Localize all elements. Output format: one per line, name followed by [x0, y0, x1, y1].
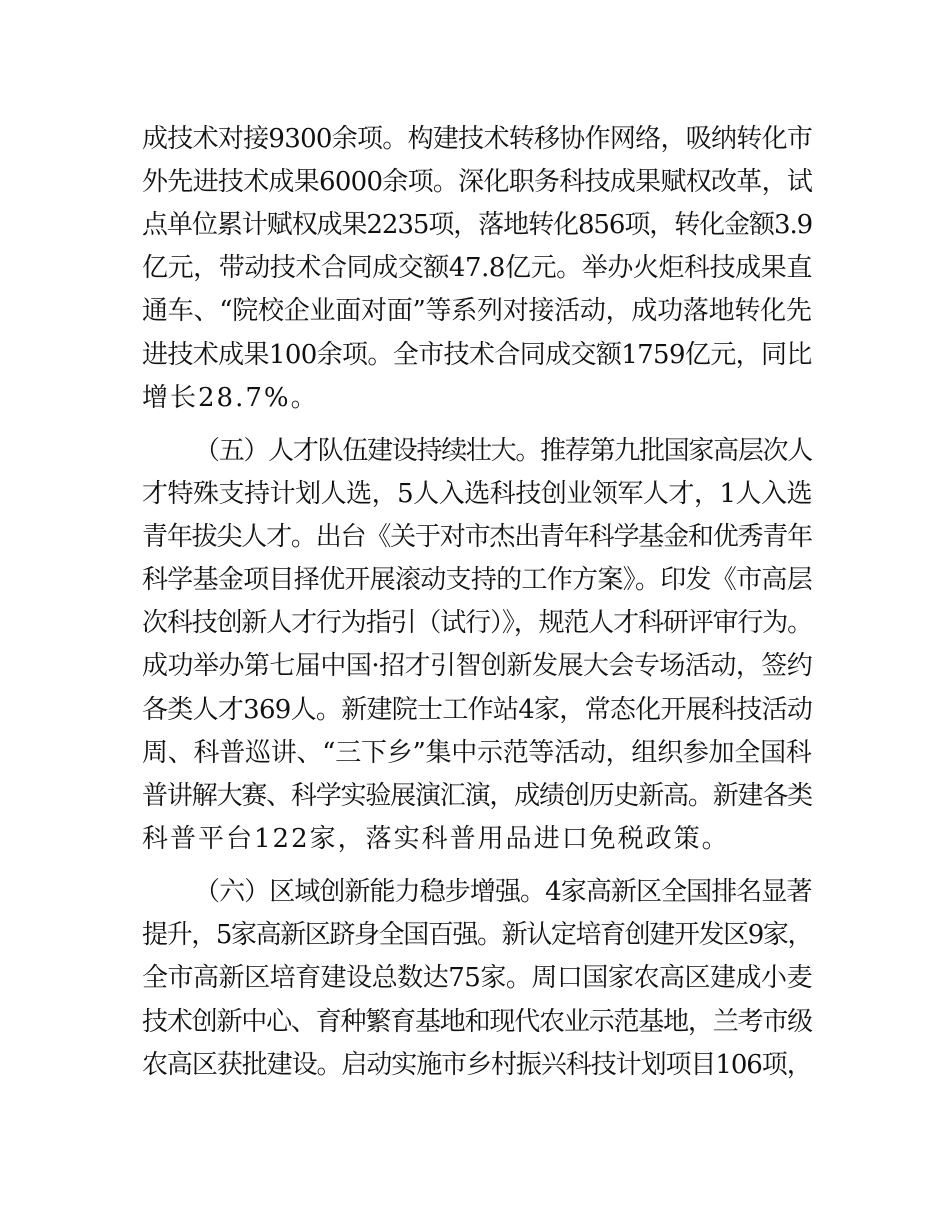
- text-line: 成技术对接9300余项。构建技术转移协作网络，吸纳转化市: [142, 124, 813, 154]
- text-line: 农高区获批建设。启动实施市乡村振兴科技计划项目106项，: [142, 1050, 812, 1080]
- text-line: 外先进技术成果6000余项。深化职务科技成果赋权改革，试: [142, 167, 813, 197]
- text-line: 青年拔尖人才。出台《关于对市杰出青年科学基金和优秀青年: [142, 522, 813, 552]
- text-line: 科普平台122家，落实科普用品进口免税政策。: [142, 824, 730, 854]
- text-line: 通车、“院校企业面对面”等系列对接活动，成功落地转化先: [142, 296, 812, 326]
- text-line: 普讲解大赛、科学实验展演汇演，成绩创历史新高。新建各类: [142, 781, 813, 811]
- text-line: 增长28.7%。: [142, 383, 319, 413]
- text-line: 周、科普巡讲、“三下乡”集中示范等活动，组织参加全国科: [142, 738, 812, 768]
- text-line: 亿元，带动技术合同成交额47.8亿元。举办火炬科技成果直: [142, 253, 812, 283]
- section-heading-line: （五）人才队伍建设持续壮大。推荐第九批国家高层次人: [194, 436, 813, 466]
- text-line: 科学基金项目择优开展滚动支持的工作方案》。印发《市高层: [142, 565, 813, 595]
- text-line: 成功举办第七届中国·招才引智创新发展大会专场活动，签约: [142, 651, 813, 681]
- text-line: 进技术成果100余项。全市技术合同成交额1759亿元，同比: [142, 340, 812, 370]
- text-line: 提升，5家高新区跻身全国百强。新认定培育创建开发区9家，: [142, 920, 813, 950]
- text-line: 次科技创新人才行为指引（试行）》，规范人才科研评审行为。: [142, 608, 813, 638]
- text-line: 点单位累计赋权成果2235项，落地转化856项，转化金额3.9: [142, 210, 813, 240]
- text-line: 全市高新区培育建设总数达75家。周口国家农高区建成小麦: [142, 963, 813, 993]
- text-line: 才特殊支持计划人选，5人入选科技创业领军人才，1人入选: [142, 479, 813, 509]
- text-line: 技术创新中心、育种繁育基地和现代农业示范基地，兰考市级: [142, 1007, 813, 1037]
- section-heading-line: （六）区域创新能力稳步增强。4家高新区全国排名显著: [194, 877, 812, 907]
- text-line: 各类人才369人。新建院士工作站4家，常态化开展科技活动: [142, 695, 813, 725]
